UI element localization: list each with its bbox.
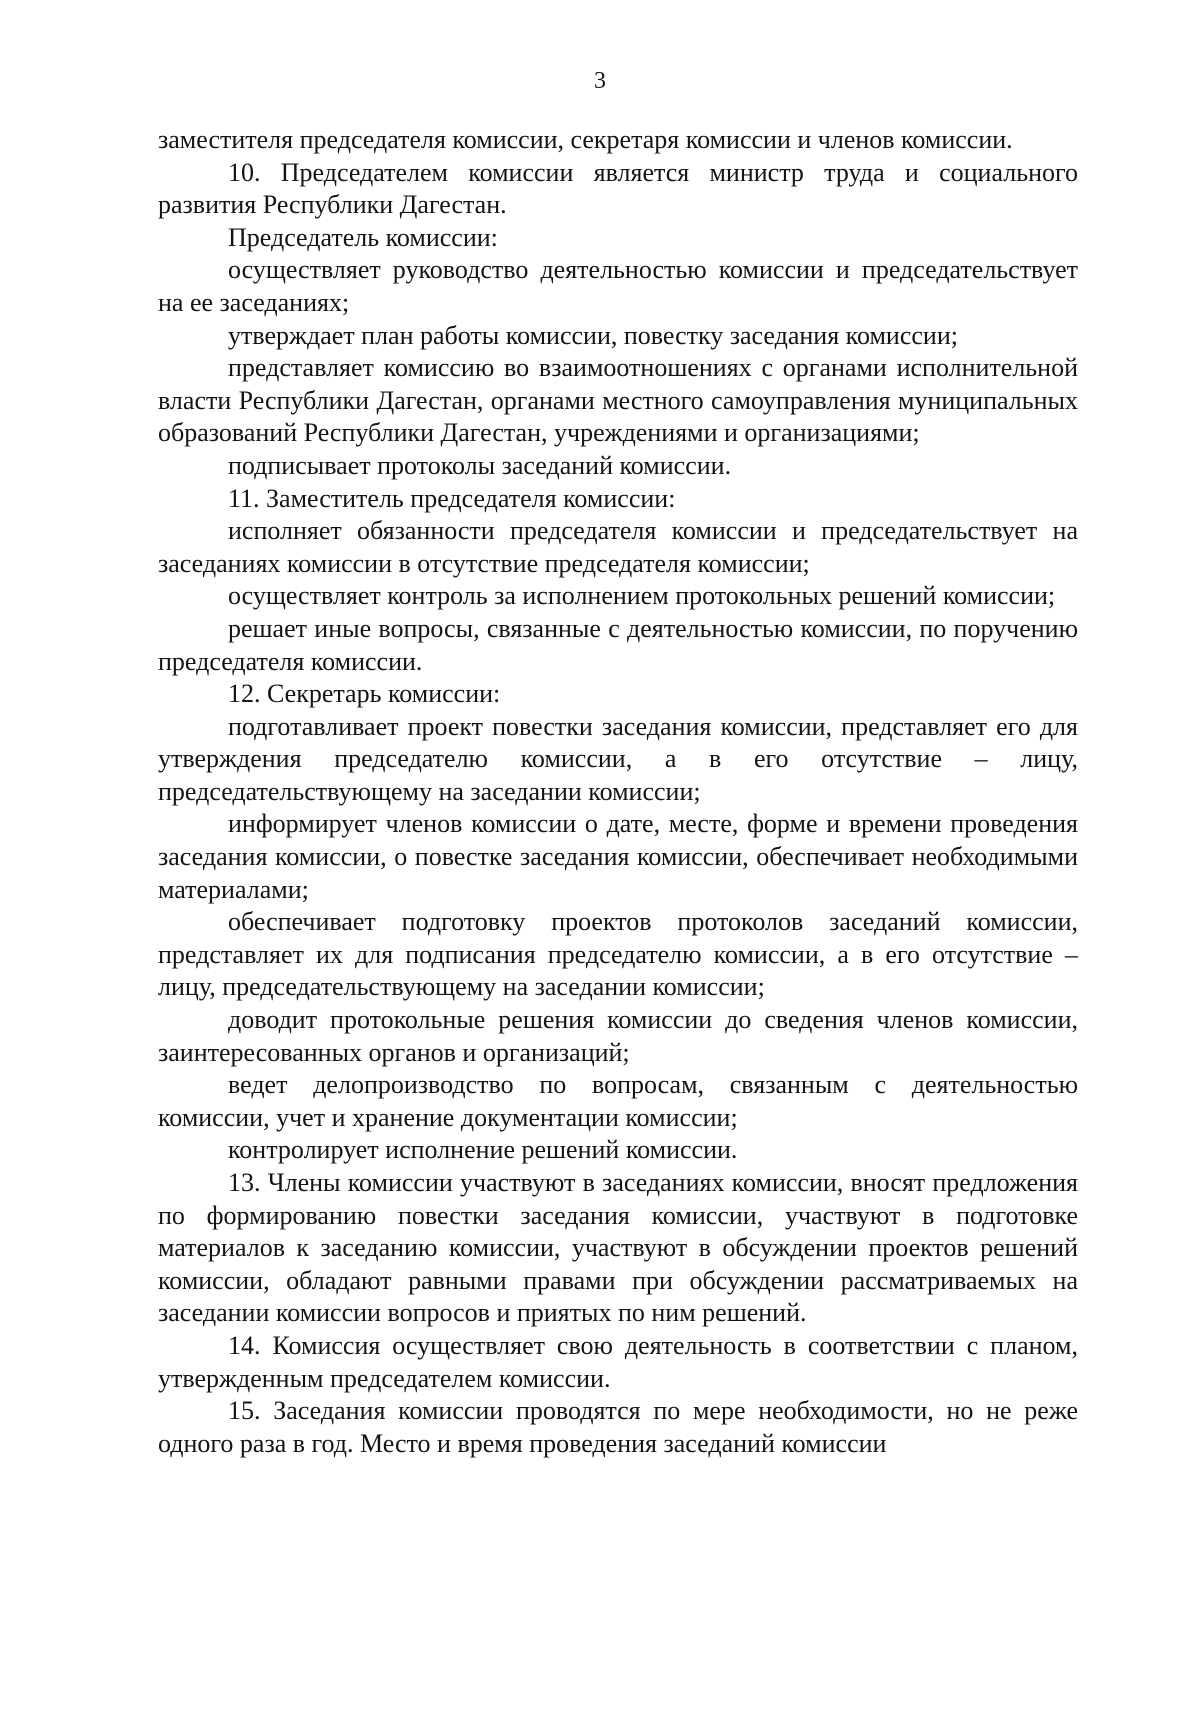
paragraph: 12. Секретарь комиссии: — [228, 679, 501, 709]
paragraph: представляет комиссию во взаимоотношениях с органами исполнительной власти Республики Дагестан, органами местного самоуправления муниципальных образований Республики Дагестан, учреждениями и организациями; — [158, 353, 1078, 448]
paragraph: решает иные вопросы, связанные с деятельностью комиссии, по поручению председателя комиссии. — [158, 613, 1078, 676]
paragraph: подписывает протоколы заседаний комиссии. — [228, 450, 732, 480]
paragraph: 15. Заседания комиссии проводятся по мере необходимости, но не реже одного раза в год. Место и время проведения заседаний комиссии — [158, 1396, 1078, 1458]
paragraph: информирует членов комиссии о дате, месте, форме и времени проведения заседания комиссии, о повестке заседания комиссии, обеспечивает необходимыми материалами; — [158, 809, 1078, 904]
document-body — [158, 124, 1078, 1460]
paragraph: 11. Заместитель председателя комиссии: — [228, 483, 676, 513]
paragraph: 14. Комиссия осуществляет свою деятельность в соответствии с планом, утвержденным председателем комиссии. — [158, 1330, 1078, 1393]
paragraph: исполняет обязанности председателя комиссии и председательствует на заседаниях комиссии в отсутствие председателя комиссии; — [158, 516, 1078, 578]
paragraph: подготавливает проект повестки заседания комиссии, представляет его для утверждения председателю комиссии, а в его отсутствие – лицу, председательствующему на заседании комиссии; — [158, 711, 1078, 806]
paragraph: осуществляет контроль за исполнением протокольных решений комиссии; — [228, 581, 1056, 611]
paragraph: заместителя председателя комиссии, секретаря комиссии и членов комиссии. — [158, 125, 1013, 154]
paragraph: контролирует исполнение решений комиссии. — [228, 1135, 738, 1165]
paragraph: осуществляет руководство деятельностью комиссии и председательствует на ее заседаниях; — [158, 255, 1078, 317]
paragraph: 13. Члены комиссии участвуют в заседаниях комиссии, вносят предложения по формированию повестки заседания комиссии, участвуют в подготовке материалов к заседанию комиссии, участвуют в обсуждении проектов решений комиссии, обладают равными правами при обсуждении рассматриваемых на заседании комиссии вопросов и приятых по ним решений. — [158, 1168, 1078, 1328]
paragraph: Председатель комиссии: — [228, 222, 498, 252]
page-number: 3 — [594, 68, 606, 94]
paragraph: 10. Председателем комиссии является министр труда и социального развития Республики Дагестан. — [158, 157, 1078, 220]
paragraph: утверждает план работы комиссии, повестку заседания комиссии; — [228, 320, 958, 350]
paragraph: ведет делопроизводство по вопросам, связанным с деятельностью комиссии, учет и хранение документации комиссии; — [158, 1070, 1078, 1132]
paragraph: обеспечивает подготовку проектов протоколов заседаний комиссии, представляет их для подписания председателю комиссии, а в его отсутствие – лицу, председательствующему на заседании комиссии; — [158, 907, 1078, 1002]
paragraph: доводит протокольные решения комиссии до сведения членов комиссии, заинтересованных органов и организаций; — [158, 1005, 1078, 1067]
